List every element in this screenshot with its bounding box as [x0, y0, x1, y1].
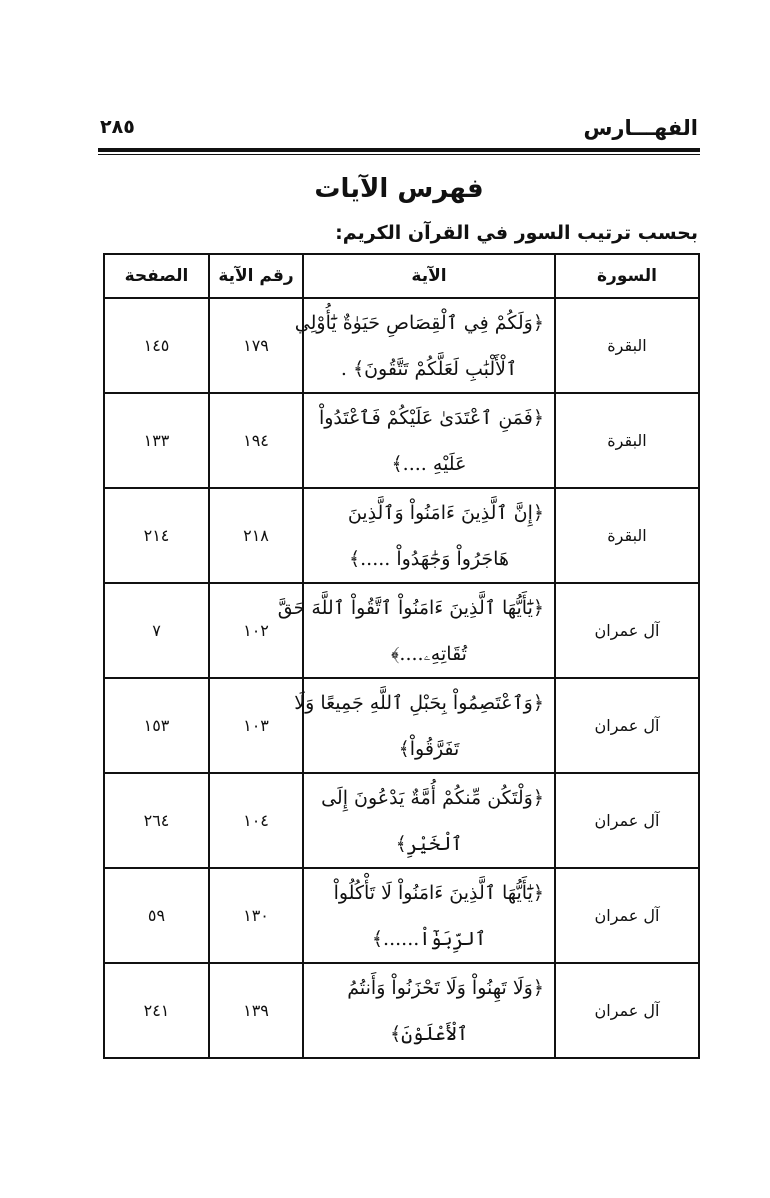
verse-number-cell: ١٣٩	[209, 963, 303, 1058]
page-cell: ٢٦٤	[104, 773, 209, 868]
running-title: الفهـــارس	[583, 116, 698, 140]
verse-number-cell: ١٠٤	[209, 773, 303, 868]
verse-number-cell: ١٣٠	[209, 868, 303, 963]
page-cell: ١٣٣	[104, 393, 209, 488]
header-surah: السورة	[555, 254, 699, 298]
verse-cell	[303, 773, 555, 868]
verse-line: ٱلرِّبَوٰٓاْ......﴾	[371, 927, 487, 950]
page-cell: ١٥٣	[104, 678, 209, 773]
surah-cell: آل عمران	[555, 583, 699, 678]
page-cell: ٧	[104, 583, 209, 678]
table-row	[104, 298, 699, 393]
verse-index-table	[103, 253, 700, 1059]
table-header-row	[104, 254, 699, 298]
verse-line: ٱلْأَعْلَوْنَ﴾	[390, 1022, 468, 1045]
table-row	[104, 868, 699, 963]
index-title: فهرس الآيات	[314, 174, 484, 204]
surah-cell: آل عمران	[555, 868, 699, 963]
page-number: ٢٨٥	[100, 116, 135, 138]
verse-line: تَفَرَّقُواْ﴾	[398, 737, 460, 760]
verse-line: ﴿وَٱعْتَصِمُواْ بِحَبْلِ ٱللَّهِ جَمِيعًا وَلَا	[294, 691, 544, 714]
verse-line: هَاجَرُواْ وَجَٰهَدُواْ .....﴾	[348, 547, 509, 570]
header-verse-number: رقم الآية	[209, 254, 303, 298]
surah-cell: البقرة	[555, 393, 699, 488]
table-row	[104, 393, 699, 488]
verse-number-cell: ١٠٢	[209, 583, 303, 678]
page-cell: ١٤٥	[104, 298, 209, 393]
surah-cell: البقرة	[555, 488, 699, 583]
header-rule-thin	[98, 154, 700, 155]
verse-number-cell: ١٩٤	[209, 393, 303, 488]
verse-line: تُقَاتِهِۦ....﴾	[391, 642, 467, 665]
table-row	[104, 583, 699, 678]
verse-line: ﴿وَلَكُمْ فِي ٱلْقِصَاصِ حَيَوٰةٌ يَٰٓأُوْلِي	[294, 311, 544, 334]
verse-cell	[303, 488, 555, 583]
page-cell: ٢١٤	[104, 488, 209, 583]
surah-cell: آل عمران	[555, 678, 699, 773]
verse-line: ﴿يَٰٓأَيُّهَا ٱلَّذِينَ ءَامَنُواْ ٱتَّقُواْ ٱللَّهَ حَقَّ	[277, 596, 544, 619]
verse-line: ﴿فَمَنِ ٱعْتَدَىٰ عَلَيْكُمْ فَٱعْتَدُواْ	[318, 406, 544, 429]
verse-line: ﴿وَلَا تَهِنُواْ وَلَا تَحْزَنُواْ وَأَنتُمُ	[347, 976, 544, 999]
verse-line: ٱلْأَلْبَٰبِ لَعَلَّكُمْ تَتَّقُونَ﴾ .	[340, 357, 518, 380]
running-header	[98, 116, 698, 146]
surah-cell: آل عمران	[555, 773, 699, 868]
surah-cell: البقرة	[555, 298, 699, 393]
table-row	[104, 773, 699, 868]
verse-cell	[294, 298, 555, 393]
index-subtitle: بحسب ترتيب السور في القرآن الكريم:	[335, 222, 698, 244]
verse-cell	[303, 868, 555, 963]
verse-cell	[294, 678, 555, 773]
verse-number-cell: ٢١٨	[209, 488, 303, 583]
table-row	[104, 963, 699, 1058]
table-row	[104, 488, 699, 583]
verse-line: ﴿يَٰٓأَيُّهَا ٱلَّذِينَ ءَامَنُواْ لَا تَأْكُلُواْ	[333, 881, 544, 904]
page-cell: ٢٤١	[104, 963, 209, 1058]
verse-line: عَلَيْهِ ....﴾	[391, 452, 467, 475]
surah-cell: آل عمران	[555, 963, 699, 1058]
verse-line: ﴿وَلْتَكُن مِّنكُمْ أُمَّةٌ يَدْعُونَ إِلَى	[321, 786, 544, 809]
verse-number-cell: ١٧٩	[209, 298, 303, 393]
verse-line: ﴿إِنَّ ٱلَّذِينَ ءَامَنُواْ وَٱلَّذِينَ	[347, 501, 544, 524]
verse-cell	[303, 393, 555, 488]
verse-line: ٱلْخَيْرِ﴾	[395, 832, 463, 855]
page-cell: ٥٩	[104, 868, 209, 963]
verse-cell	[277, 583, 555, 678]
table-row	[104, 678, 699, 773]
header-rule-thick	[98, 148, 700, 152]
header-verse: الآية	[303, 254, 555, 298]
verse-cell	[303, 963, 555, 1058]
header-page: الصفحة	[104, 254, 209, 298]
verse-number-cell: ١٠٣	[209, 678, 303, 773]
